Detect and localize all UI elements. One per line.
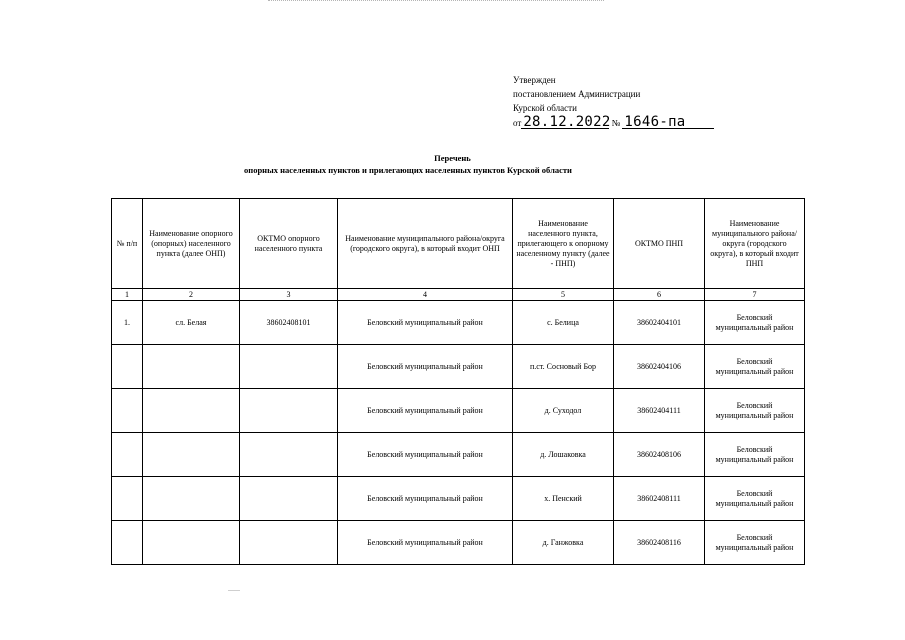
approval-date: 28.12.2022 (523, 114, 611, 130)
header-cell: Наименование муниципального района/округа (городского округа), в который входит ПНП (705, 199, 805, 289)
table-row (112, 433, 805, 477)
table-cell: Беловский муниципальный район (705, 521, 805, 565)
scan-top-edge (268, 0, 604, 1)
table-cell: сл. Белая (143, 301, 240, 345)
table-row (112, 301, 805, 345)
table-cell: д. Ганжовка (513, 521, 614, 565)
table-cell: Беловский муниципальный район (338, 389, 513, 433)
approval-line-3: Курской области (513, 103, 577, 113)
table-cell (143, 433, 240, 477)
table-cell (143, 389, 240, 433)
table-cell (240, 433, 338, 477)
table-row (112, 521, 805, 565)
table-cell: Беловский муниципальный район (705, 433, 805, 477)
table-cell: 38602408106 (614, 433, 705, 477)
table-cell: Беловский муниципальный район (338, 345, 513, 389)
column-number: 7 (705, 289, 805, 301)
table-cell (143, 345, 240, 389)
table-cell: п.ст. Сосновый Бор (513, 345, 614, 389)
column-number: 4 (338, 289, 513, 301)
table-cell (143, 521, 240, 565)
table-cell: Беловский муниципальный район (705, 477, 805, 521)
table-cell: Беловский муниципальный район (705, 301, 805, 345)
approval-stamp (513, 73, 714, 130)
number-label: № (611, 118, 621, 128)
table-cell: Беловский муниципальный район (338, 521, 513, 565)
column-number: 1 (112, 289, 143, 301)
table-cell: 38602404101 (614, 301, 705, 345)
table-row (112, 389, 805, 433)
table-header-row (112, 199, 805, 289)
column-number-row (112, 289, 805, 301)
header-cell: Наименование опорного (опорных) населенного пункта (далее ОНП) (143, 199, 240, 289)
approval-line-2: постановлением Администрации (513, 89, 641, 99)
table-cell (112, 433, 143, 477)
table-cell: д. Лошаковка (513, 433, 614, 477)
column-number: 6 (614, 289, 705, 301)
column-number: 5 (513, 289, 614, 301)
table-cell: 38602408101 (240, 301, 338, 345)
table-cell (112, 521, 143, 565)
header-cell: ОКТМО опорного населенного пункта (240, 199, 338, 289)
header-cell: ОКТМО ПНП (614, 199, 705, 289)
table-cell (240, 389, 338, 433)
approval-line-1: Утвержден (513, 75, 556, 85)
table-cell (112, 389, 143, 433)
from-label: от (513, 118, 522, 128)
table-cell (240, 477, 338, 521)
table-cell: х. Пенский (513, 477, 614, 521)
table-cell: Беловский муниципальный район (705, 389, 805, 433)
approval-number: 1646-па (622, 116, 714, 129)
table-cell: 38602408111 (614, 477, 705, 521)
table-cell (240, 345, 338, 389)
document-title: Перечень (434, 153, 471, 163)
table-cell (240, 521, 338, 565)
table-row (112, 477, 805, 521)
header-cell: Наименование муниципального района/округа (городского округа), в который входит ОНП (338, 199, 513, 289)
table-cell: Беловский муниципальный район (705, 345, 805, 389)
table-cell: д. Суходол (513, 389, 614, 433)
table-cell: 38602404106 (614, 345, 705, 389)
column-number: 2 (143, 289, 240, 301)
table-cell: с. Белица (513, 301, 614, 345)
table-cell (112, 345, 143, 389)
table-cell (143, 477, 240, 521)
table-cell: Беловский муниципальный район (338, 301, 513, 345)
column-number: 3 (240, 289, 338, 301)
table-cell: Беловский муниципальный район (338, 433, 513, 477)
table-cell: 1. (112, 301, 143, 345)
table-cell: 38602408116 (614, 521, 705, 565)
approval-date-line (513, 116, 714, 130)
header-cell: Наименование населенного пункта, прилегающего к опорному населенному пункту (далее - ПНП) (513, 199, 614, 289)
document-subtitle: опорных населенных пунктов и прилегающих населенных пунктов Курской области (244, 165, 572, 175)
table-cell (112, 477, 143, 521)
table-row (112, 345, 805, 389)
table-cell: Беловский муниципальный район (338, 477, 513, 521)
table-cell: 38602404111 (614, 389, 705, 433)
settlements-table (111, 198, 805, 565)
scan-mark (228, 590, 240, 591)
header-cell: № п/п (112, 199, 143, 289)
